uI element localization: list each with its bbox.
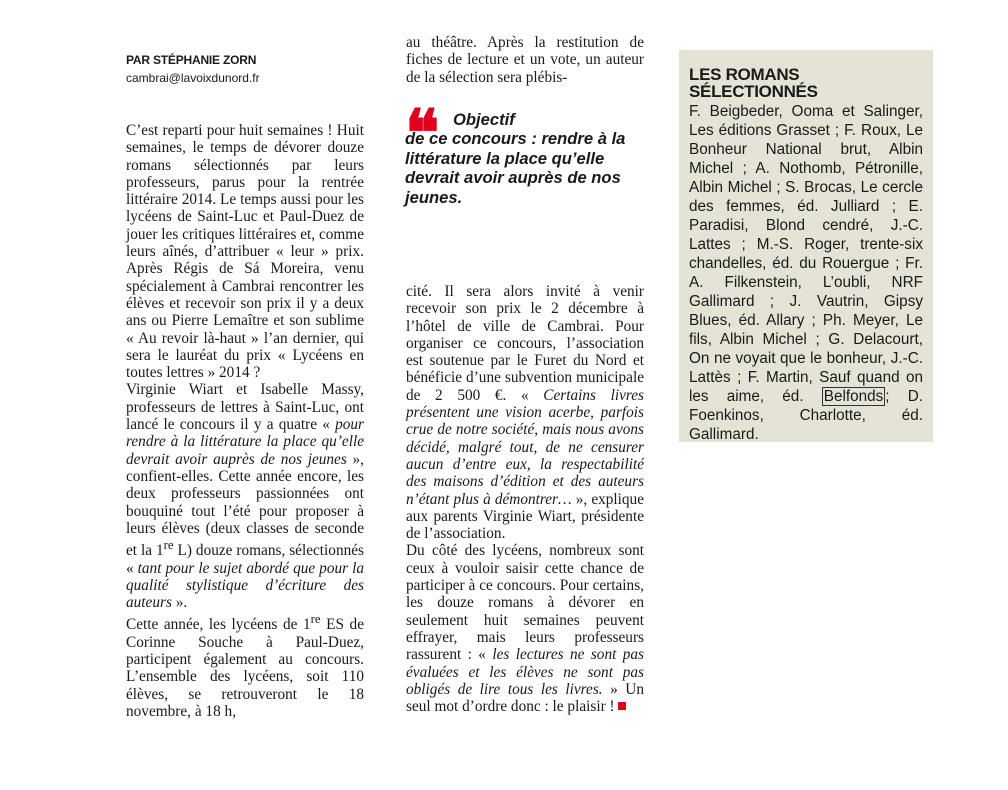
- sidebar-title-line: SÉLECTIONNÉS: [689, 82, 818, 101]
- paragraph-text: Cette année, les lycéens de 1: [126, 616, 311, 634]
- article-column-1: [126, 122, 364, 720]
- quote-text: pour rendre à la littérature la place qu’elle devrait avoir auprès de nos jeunes: [126, 416, 364, 468]
- paragraph-text: Du côté des lycéens, nombreux sont ceux à vouloir saisir cette chance de participer à ce concours. Pour certains, les douze romans à dévorer en seulement huit semaines peuvent effrayer, mais leurs professeurs rassurent : «: [406, 542, 644, 664]
- pull-quote-line: de ce concours : rendre à la littérature la place qu’elle devrait avoir auprès de nos jeunes.: [405, 129, 626, 207]
- quote-text: Certains livres présentent une vision acerbe, parfois crue de notre société, mais nous avons décidé, malgré tout, de ne censurer aucun d’entre eux, la respectabilité des maisons d’édition et des auteurs n’étant plus à démontrer…: [406, 386, 644, 508]
- paragraph-text: L) douze romans, sélectionnés «: [126, 542, 364, 577]
- quote-text: tant pour le sujet abordé que pour la qualité stylistique d’écriture des auteurs: [126, 559, 364, 612]
- paragraph-text: cité. Il sera alors invité à venir recevoir son prix le 2 décembre à l’hôtel de ville de Cambrai. Pour organiser ce concours, l’association est soutenue par le Furet du Nord et bénéficie d’une subvention municipale de 2 500 €. «: [406, 283, 644, 404]
- byline: [126, 53, 260, 85]
- paragraph-text: ES de Corinne Souche à Paul-Duez, participent également au concours. L’ensemble des lycéens, soit 110 élèves, se retrouveront le 18 novembre, à 18 h,: [126, 616, 364, 720]
- paragraph-teachers: [126, 381, 364, 611]
- article-column-2-top: [406, 34, 644, 86]
- paragraph-intro: [126, 122, 364, 381]
- novels-list-text: F. Beigbeder, Ooma et Salinger, Les éditions Grasset ; F. Roux, Le Bonheur National brut, Albin Michel ; A. Nothomb, Pétronille, Albin Michel ; S. Brocas, Le cercle des femmes, éd. Julliard ; E. Paradisi, Blond cendré, J.-C. Lattes ; M.-S. Roger, trente-six chandelles, éd. du Rouergue ; Fr. A. Filkenstein, L’oubli, NRF Gallimard ; J. Vautrin, Gipsy Blues, éd. Allary ; Ph. Meyer, Le fils, Albin Michel ; G. Delacourt, On ne voyait que le bonheur, J.-C. Lattès ; F. Martin, Sauf quand on les aime, éd.: [689, 103, 923, 405]
- paragraph-text: C’est reparti pour huit semaines ! Huit semaines, le temps de dévorer douze romans sélectionnés par leurs professeurs, parus pour la rentrée littéraire 2014. Le temps aussi pour les lycéens de Saint-Luc et Paul-Duez de jouer les critiques littéraires et, comme leurs aînés, d’attribuer « leur » prix. Après Régis de Sá Moreira, venu spécialement à Cambrai rencontrer les élèves et recevoir son prix il y a deux ans ou Pierre Lemaître et son sublime « Au revoir là-haut » l’an dernier, qui sera le lauréat du prix « Lycéens en toutes lettres » 2014 ?: [126, 122, 364, 382]
- quote-text: les lectures ne sont pas évaluées et les élèves ne sont pas obligés de lire tous les livres.: [406, 646, 644, 698]
- superscript: re: [310, 612, 321, 627]
- pull-quote-line: Objectif: [453, 110, 515, 129]
- pull-quote: [405, 96, 655, 207]
- quote-mark-icon: ❝: [405, 96, 440, 171]
- highlighted-publisher: Belfonds: [823, 388, 884, 405]
- paragraph-text: » Un seul mot d’ordre donc : le plaisir !: [406, 680, 645, 716]
- novels-list-text: ; D. Foenkinos, Charlotte, éd. Gallimard.: [689, 388, 923, 443]
- paragraph-students-side: [406, 542, 644, 715]
- sidebar-selected-novels: [679, 50, 933, 442]
- paragraph-text: », confient-elles. Cette année encore, les deux professeurs passionnées ont bouquiné tout l’été pour proposer à leurs élèves (deux classes de seconde et la 1: [126, 450, 365, 560]
- paragraph-ceremony: [406, 283, 644, 542]
- paragraph-continuation: au théâtre. Après la restitution de fiches de lecture et un vote, un auteur de la sélection sera plébis-: [406, 34, 644, 86]
- paragraph-students: [126, 611, 364, 720]
- end-mark-icon: [618, 702, 626, 710]
- paragraph-text: Virginie Wiart et Isabelle Massy, professeurs de lettres à Saint-Luc, ont lancé le concours il y a quatre «: [126, 381, 364, 434]
- paragraph-text: ».: [171, 594, 188, 612]
- superscript: re: [163, 538, 174, 553]
- sidebar-title: [679, 50, 933, 100]
- paragraph-text: », explique aux parents Virginie Wiart, présidente de l’association.: [406, 490, 644, 543]
- novels-list: [679, 100, 933, 444]
- article-column-2-bottom: [406, 283, 644, 715]
- pull-quote-text: [405, 110, 655, 207]
- byline-email: cambrai@lavoixdunord.fr: [126, 71, 260, 85]
- byline-author: PAR STÉPHANIE ZORN: [126, 53, 257, 67]
- sidebar-title-line: LES ROMANS: [689, 65, 800, 84]
